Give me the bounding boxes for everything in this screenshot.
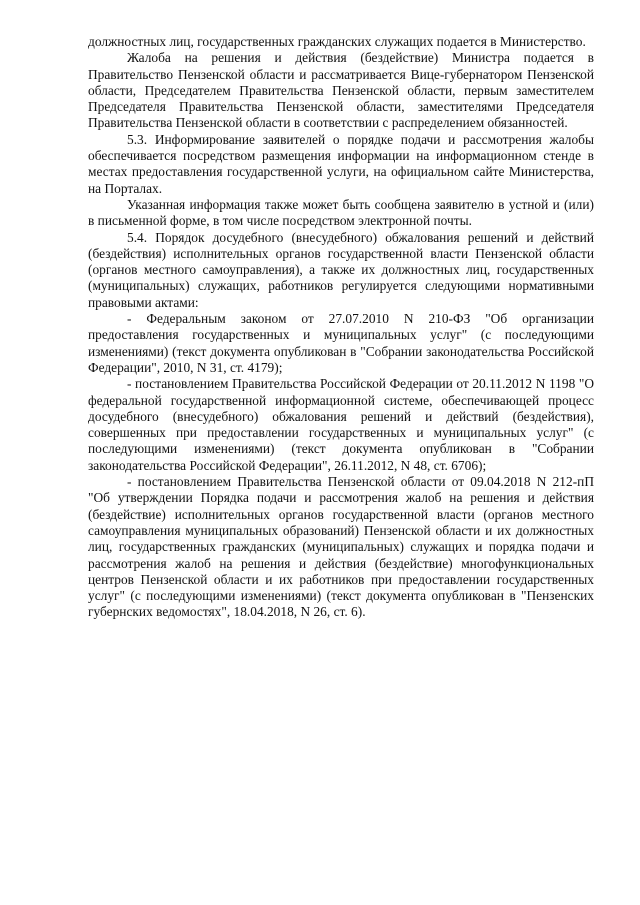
- document-page: [88, 34, 594, 621]
- paragraph-5-4: 5.4. Порядок досудебного (внесудебного) обжалования решений и действий (бездействия) исполнительных органов государственной власти Пензенской области (органов местного самоуправления), а также их должностных лиц, государственных (муниципальных) служащих, работников регулируется следующими нормативными правовыми актами:: [88, 229, 594, 310]
- paragraph-5-3: 5.3. Информирование заявителей о порядке подачи и рассмотрения жалобы обеспечивается посредством размещения информации на информационном стенде в местах предоставления государственной услуги, на официальном сайте Министерства, на Порталах.: [88, 131, 594, 196]
- paragraph-continuation: должностных лиц, государственных гражданских служащих подается в Министерство.: [88, 34, 586, 49]
- list-item-government-decree-penza: - постановлением Правительства Пензенской области от 09.04.2018 N 212-пП "Об утверждении Порядка подачи и рассмотрения жалоб на решения и действия (бездействие) исполнительных органов государственной власти (органов местного самоуправления муниципальных образований) Пензенской области и их должностных лиц, государственных гражданских (муниципальных) служащих и порядка подачи и рассмотрения жалоб на решения и действия (бездействие) многофункциональных центров Пензенской области и их работников при предоставлении государственных услуг" (с последующими изменениями) (текст документа опубликован в "Пензенских губернских ведомостях", 18.04.2018, N 26, ст. 6).: [88, 474, 594, 620]
- list-item-government-decree-rf: - постановлением Правительства Российской Федерации от 20.11.2012 N 1198 "О федеральной государственной информационной системе, обеспечивающей процесс досудебного (внесудебного) обжалования решений и действий (бездействия), совершенных при предоставлении государственных и муниципальных услуг" (с последующими изменениями) (текст документа опубликован в "Собрании законодательства Российской Федерации", 26.11.2012, N 48, ст. 6706);: [88, 376, 594, 473]
- paragraph-information-forms: Указанная информация также может быть сообщена заявителю в устной и (или) в письменной форме, в том числе посредством электронной почты.: [88, 196, 594, 229]
- list-item-federal-law: - Федеральным законом от 27.07.2010 N 210-ФЗ "Об организации предоставления государственных и муниципальных услуг" (с последующими изменениями) (текст документа опубликован в "Собрании законодательства Российской Федерации", 2010, N 31, ст. 4179);: [88, 311, 594, 375]
- paragraph-complaint-minister: Жалоба на решения и действия (бездействие) Министра подается в Правительство Пензенской области и рассматривается Вице-губернатором Пензенской области, Председателем Правительства Пензенской области, первым заместителем Председателя Правительства Пензенской области, заместителями Председателя Правительства Пензенской области в соответствии с распределением обязанностей.: [88, 50, 594, 131]
